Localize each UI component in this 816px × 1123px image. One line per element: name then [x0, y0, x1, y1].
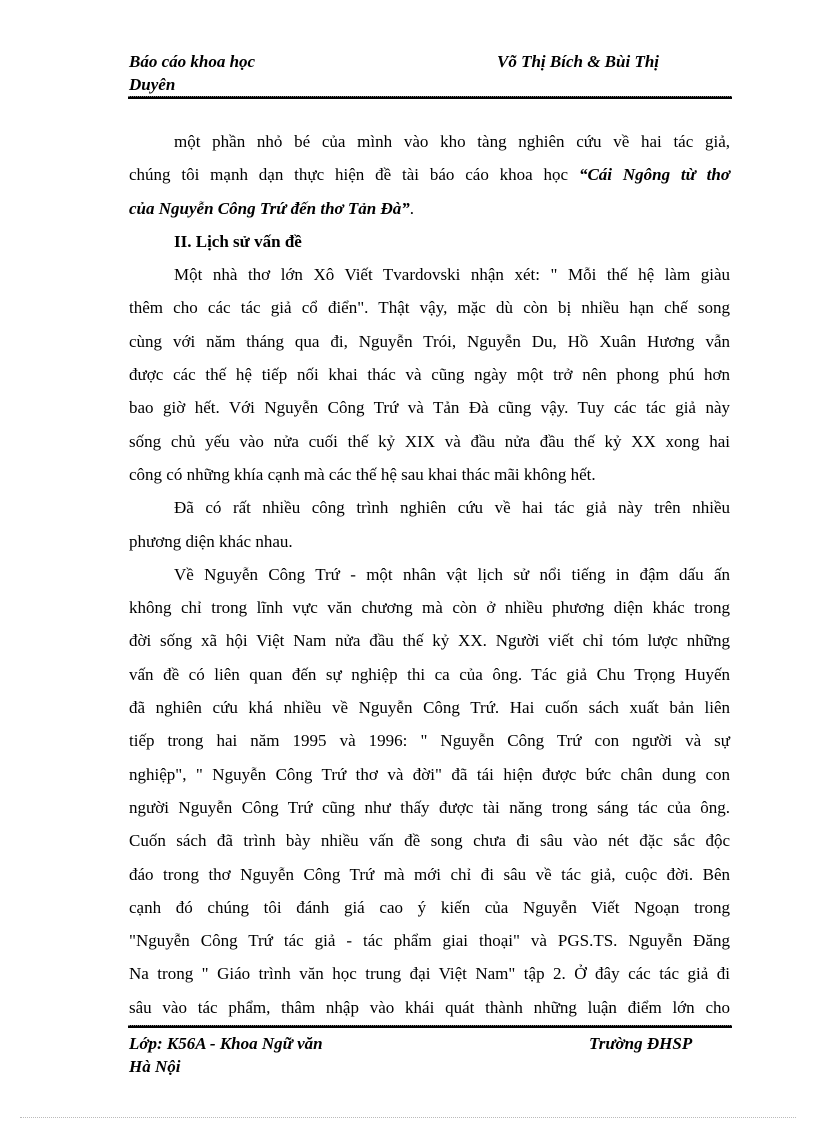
page-edge	[20, 1117, 796, 1118]
intro-text: chúng tôi mạnh dạn thực hiện đề tài báo cáo khoa học	[129, 165, 579, 185]
paragraph-line: sống chủ yếu vào nửa cuối thế kỷ XIX và đầu nửa đầu thế kỷ XX xong hai	[129, 431, 730, 451]
document-body	[129, 125, 730, 1024]
paragraphs	[129, 258, 730, 1024]
report-title: của Nguyễn Công Trứ đến thơ Tản Đà”	[129, 198, 410, 218]
footer-rule	[128, 1025, 732, 1028]
footer-left: Lớp: K56A - Khoa Ngữ văn	[129, 1034, 323, 1053]
paragraph-line: sâu vào tác phẩm, thâm nhập vào khái quát thành những luận điểm lớn cho	[129, 997, 730, 1017]
section-heading: II. Lịch sử vấn đề	[174, 231, 302, 251]
paragraph-line: nghiệp", " Nguyễn Công Trứ thơ và đời" đã tái hiện được bức chân dung con	[129, 764, 730, 784]
paragraph-line: phương diện khác nhau.	[129, 531, 293, 551]
paragraph-line: công có những khía cạnh mà các thế hệ sau khai thác mãi không hết.	[129, 464, 596, 484]
paragraph-line: Đã có rất nhiều công trình nghiên cứu về hai tác giả này trên nhiều	[174, 498, 730, 518]
paragraph-line: Na trong " Giáo trình văn học trung đại Việt Nam" tập 2. Ở đây các tác giả đi	[129, 964, 730, 984]
report-title: “Cái Ngông từ thơ	[578, 165, 730, 185]
paragraph-line: thêm cho các tác giả cổ điển". Thật vậy, mặc dù còn bị nhiều hạn chế song	[129, 298, 730, 318]
paragraph-line: đời sống xã hội Việt Nam nửa đầu thế kỷ XX. Người viết chỉ tóm lược những	[129, 631, 730, 651]
intro-text: .	[409, 198, 415, 218]
paragraph-line: Cuốn sách đã trình bày nhiều vấn đề song chưa đi sâu vào nét đặc sắc độc	[129, 831, 730, 851]
paragraph-line: đáo trong thơ Nguyễn Công Trứ mà mới chỉ đi sâu về tác giả, cuộc đời. Bên	[129, 864, 730, 884]
paragraph-line: không chỉ trong lĩnh vực văn chương mà còn ở nhiều phương diện khác trong	[129, 598, 730, 618]
header-left-line2: Duyên	[129, 75, 176, 94]
paragraph-line: cùng với năm tháng qua đi, Nguyễn Trói, Nguyễn Du, Hồ Xuân Hương vẫn	[129, 331, 730, 351]
paragraph-line: "Nguyễn Công Trứ tác giả - tác phẩm giai thoại" và PGS.TS. Nguyễn Đăng	[129, 931, 730, 951]
paragraph-line: Một nhà thơ lớn Xô Viết Tvardovski nhận xét: " Mỗi thế hệ làm giàu	[174, 265, 730, 285]
paragraph-line: được các thế hệ tiếp nối khai thác và cũng ngày một trở nên phong phú hơn	[129, 365, 730, 385]
header-rule	[128, 96, 732, 99]
paragraph-line: đã nghiên cứu khá nhiều về Nguyễn Công Trứ. Hai cuốn sách xuất bản liên	[129, 698, 730, 718]
paragraph-line: tiếp trong hai năm 1995 và 1996: " Nguyễn Công Trứ con người và sự	[129, 731, 730, 751]
header-left: Báo cáo khoa học	[129, 52, 256, 71]
footer-right: Trường ĐHSP	[589, 1034, 693, 1053]
intro-line	[129, 158, 730, 191]
footer-left-line2: Hà Nội	[129, 1057, 181, 1076]
paragraph-line: Về Nguyễn Công Trứ - một nhân vật lịch sử nổi tiếng in đậm dấu ấn	[174, 564, 730, 584]
paragraph-line: người Nguyễn Công Trứ cũng như thấy được tài năng trong sáng tác của ông.	[129, 797, 730, 817]
header-right: Võ Thị Bích & Bùi Thị	[497, 52, 660, 71]
paragraph-line: bao giờ hết. Với Nguyễn Công Trứ và Tản Đà cũng vậy. Tuy các tác giả này	[129, 398, 730, 418]
intro-line: một phần nhỏ bé của mình vào kho tàng nghiên cứu về hai tác giả,	[174, 132, 730, 151]
paragraph-line: vấn đề có liên quan đến sự nghiệp thi ca của ông. Tác giả Chu Trọng Huyến	[129, 664, 730, 684]
paragraph-line: cạnh đó chúng tôi đánh giá cao ý kiến của Nguyễn Viết Ngoạn trong	[129, 897, 730, 917]
intro-line	[129, 192, 730, 225]
